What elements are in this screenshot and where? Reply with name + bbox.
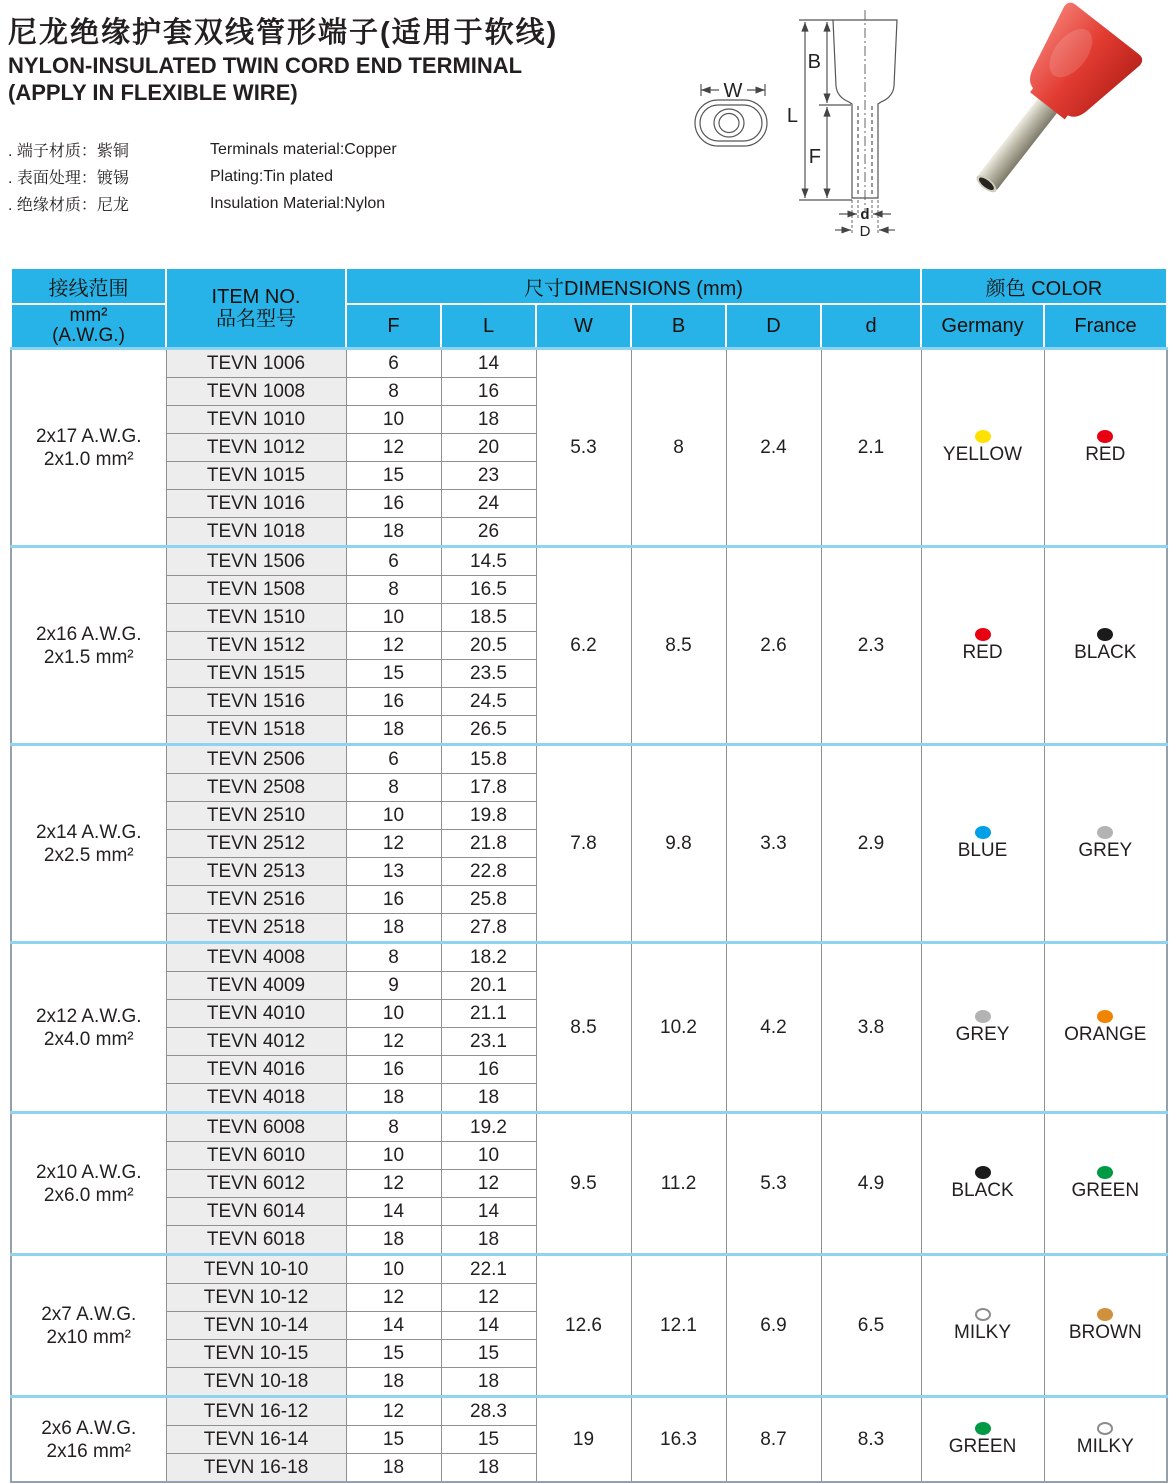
col-header-germany: Germany bbox=[921, 304, 1044, 349]
table-row bbox=[11, 1397, 1167, 1426]
item-no-cell: TEVN 1512 bbox=[166, 632, 346, 660]
germany-color-label: GREEN bbox=[948, 1436, 1017, 1457]
table-row bbox=[11, 547, 1167, 576]
diagram-label-d-small: d bbox=[860, 206, 870, 223]
dim-l-cell: 12 bbox=[441, 1284, 536, 1312]
dim-f-cell: 15 bbox=[346, 1340, 441, 1368]
germany-color-cell bbox=[921, 943, 1044, 1113]
dim-l-cell: 18 bbox=[441, 1226, 536, 1255]
col-header-l: L bbox=[441, 304, 536, 349]
table-row bbox=[11, 349, 1167, 378]
item-no-cell: TEVN 1506 bbox=[166, 547, 346, 576]
wire-range-awg: 2x10 A.W.G. bbox=[35, 1161, 142, 1183]
table-head bbox=[11, 268, 1167, 349]
dim-f-cell: 12 bbox=[346, 1397, 441, 1426]
dim-l-cell: 21.1 bbox=[441, 1000, 536, 1028]
col-header-b: B bbox=[631, 304, 726, 349]
item-no-cell: TEVN 2516 bbox=[166, 886, 346, 914]
dim-l-cell: 15 bbox=[441, 1426, 536, 1454]
dim-l-cell: 20 bbox=[441, 434, 536, 462]
dim-f-cell: 8 bbox=[346, 774, 441, 802]
item-no-cell: TEVN 10-14 bbox=[166, 1312, 346, 1340]
france-color-cell bbox=[1044, 1255, 1167, 1397]
item-no-cell: TEVN 16-18 bbox=[166, 1454, 346, 1483]
dim-d-cell: 2.9 bbox=[821, 745, 921, 943]
france-color-label: MILKY bbox=[1076, 1436, 1134, 1457]
dim-f-cell: 6 bbox=[346, 745, 441, 774]
dim-f-cell: 18 bbox=[346, 1454, 441, 1483]
wire-range-cell bbox=[11, 349, 166, 547]
dim-l-cell: 28.3 bbox=[441, 1397, 536, 1426]
item-no-cell: TEVN 2506 bbox=[166, 745, 346, 774]
wire-range-cell bbox=[11, 1397, 166, 1483]
dim-l-cell: 16 bbox=[441, 378, 536, 406]
germany-color-dot bbox=[975, 1422, 991, 1435]
dim-D-cell: 6.9 bbox=[726, 1255, 821, 1397]
wire-range-cell bbox=[11, 943, 166, 1113]
item-no-cell: TEVN 1012 bbox=[166, 434, 346, 462]
item-no-cell: TEVN 10-15 bbox=[166, 1340, 346, 1368]
page-title-en bbox=[8, 52, 522, 106]
col-header-item-no-zh: 品名型号 bbox=[216, 308, 296, 330]
page-title-en-line2: (APPLY IN FLEXIBLE WIRE) bbox=[8, 80, 298, 105]
item-no-cell: TEVN 1510 bbox=[166, 604, 346, 632]
dim-d-cell: 3.8 bbox=[821, 943, 921, 1113]
dim-l-cell: 25.8 bbox=[441, 886, 536, 914]
france-color-label: GREEN bbox=[1071, 1180, 1140, 1201]
wire-range-mm2: 2x10 mm² bbox=[46, 1326, 131, 1348]
item-no-cell: TEVN 10-12 bbox=[166, 1284, 346, 1312]
dim-f-cell: 18 bbox=[346, 1368, 441, 1397]
col-header-item-no-en: ITEM NO. bbox=[211, 286, 301, 308]
spec-insulation-en: Insulation Material:Nylon bbox=[210, 194, 386, 212]
spec-plating-zh: . 表面处理：镀锡 bbox=[8, 170, 129, 187]
item-no-cell: TEVN 4018 bbox=[166, 1084, 346, 1113]
germany-color-dot bbox=[975, 1166, 991, 1179]
france-color-dot bbox=[1097, 1422, 1113, 1435]
germany-color-label: YELLOW bbox=[942, 444, 1023, 465]
dim-d-cell: 2.1 bbox=[821, 349, 921, 547]
item-no-cell: TEVN 4010 bbox=[166, 1000, 346, 1028]
item-no-cell: TEVN 2510 bbox=[166, 802, 346, 830]
diagram-label-w: W bbox=[723, 80, 743, 102]
dim-f-cell: 10 bbox=[346, 406, 441, 434]
wire-range-cell bbox=[11, 745, 166, 943]
dim-D-cell: 5.3 bbox=[726, 1113, 821, 1255]
col-header-wire-range-unit bbox=[11, 304, 166, 349]
dim-f-cell: 10 bbox=[346, 604, 441, 632]
spec-terminal-material-en: Terminals material:Copper bbox=[210, 140, 397, 158]
dim-f-cell: 12 bbox=[346, 632, 441, 660]
page-title-en-line1: NYLON-INSULATED TWIN CORD END TERMINAL bbox=[8, 53, 523, 78]
table-row bbox=[11, 943, 1167, 972]
dim-f-cell: 10 bbox=[346, 1000, 441, 1028]
dim-d-cell: 2.3 bbox=[821, 547, 921, 745]
dim-f-cell: 18 bbox=[346, 914, 441, 943]
col-header-range-mm2: mm² bbox=[69, 305, 108, 326]
spec-terminal-material-zh: . 端子材质：紫铜 bbox=[8, 143, 129, 160]
dim-l-cell: 23 bbox=[441, 462, 536, 490]
dim-l-cell: 10 bbox=[441, 1142, 536, 1170]
table-body bbox=[11, 349, 1167, 1483]
spec-row bbox=[8, 163, 397, 190]
dimension-diagram bbox=[655, 0, 945, 250]
wire-range-awg: 2x14 A.W.G. bbox=[35, 821, 142, 843]
dim-l-cell: 22.8 bbox=[441, 858, 536, 886]
dim-f-cell: 18 bbox=[346, 1226, 441, 1255]
dim-l-cell: 12 bbox=[441, 1170, 536, 1198]
dim-l-cell: 16.5 bbox=[441, 576, 536, 604]
dim-f-cell: 6 bbox=[346, 349, 441, 378]
table-row bbox=[11, 1255, 1167, 1284]
germany-color-label: GREY bbox=[955, 1024, 1010, 1045]
dim-D-cell: 2.6 bbox=[726, 547, 821, 745]
item-no-cell: TEVN 2513 bbox=[166, 858, 346, 886]
dim-f-cell: 14 bbox=[346, 1312, 441, 1340]
germany-color-cell bbox=[921, 1255, 1044, 1397]
item-no-cell: TEVN 1010 bbox=[166, 406, 346, 434]
france-color-label: RED bbox=[1085, 444, 1126, 465]
col-header-D: D bbox=[726, 304, 821, 349]
dim-D-cell: 4.2 bbox=[726, 943, 821, 1113]
dim-f-cell: 10 bbox=[346, 1255, 441, 1284]
germany-color-dot bbox=[975, 826, 991, 839]
item-no-cell: TEVN 1018 bbox=[166, 518, 346, 547]
france-color-dot bbox=[1097, 1166, 1113, 1179]
dim-f-cell: 9 bbox=[346, 972, 441, 1000]
spec-table bbox=[10, 267, 1168, 1483]
item-no-cell: TEVN 1006 bbox=[166, 349, 346, 378]
dim-f-cell: 12 bbox=[346, 1170, 441, 1198]
dim-l-cell: 18 bbox=[441, 406, 536, 434]
germany-color-cell bbox=[921, 349, 1044, 547]
germany-color-label: MILKY bbox=[954, 1322, 1012, 1343]
item-no-cell: TEVN 10-10 bbox=[166, 1255, 346, 1284]
wire-range-cell bbox=[11, 1113, 166, 1255]
dim-w-cell: 5.3 bbox=[536, 349, 631, 547]
item-no-cell: TEVN 6010 bbox=[166, 1142, 346, 1170]
dim-l-cell: 23.5 bbox=[441, 660, 536, 688]
dim-f-cell: 18 bbox=[346, 716, 441, 745]
product-photo bbox=[930, 0, 1176, 245]
item-no-cell: TEVN 6012 bbox=[166, 1170, 346, 1198]
item-no-cell: TEVN 4008 bbox=[166, 943, 346, 972]
dim-l-cell: 22.1 bbox=[441, 1255, 536, 1284]
dim-l-cell: 23.1 bbox=[441, 1028, 536, 1056]
dim-l-cell: 14.5 bbox=[441, 547, 536, 576]
dim-f-cell: 12 bbox=[346, 830, 441, 858]
dim-f-cell: 18 bbox=[346, 518, 441, 547]
item-no-cell: TEVN 6008 bbox=[166, 1113, 346, 1142]
dim-f-cell: 16 bbox=[346, 490, 441, 518]
item-no-cell: TEVN 1015 bbox=[166, 462, 346, 490]
item-no-cell: TEVN 1516 bbox=[166, 688, 346, 716]
dim-l-cell: 18.5 bbox=[441, 604, 536, 632]
dim-f-cell: 10 bbox=[346, 802, 441, 830]
dim-w-cell: 7.8 bbox=[536, 745, 631, 943]
dim-w-cell: 9.5 bbox=[536, 1113, 631, 1255]
dim-f-cell: 12 bbox=[346, 1028, 441, 1056]
dim-b-cell: 8.5 bbox=[631, 547, 726, 745]
diagram-label-d-cap: D bbox=[859, 223, 871, 240]
france-color-dot bbox=[1097, 1010, 1113, 1023]
item-no-cell: TEVN 1016 bbox=[166, 490, 346, 518]
dim-f-cell: 15 bbox=[346, 462, 441, 490]
dim-l-cell: 18 bbox=[441, 1084, 536, 1113]
wire-range-mm2: 2x4.0 mm² bbox=[43, 1028, 134, 1050]
france-color-label: ORANGE bbox=[1064, 1024, 1147, 1045]
item-no-cell: TEVN 1518 bbox=[166, 716, 346, 745]
spec-insulation-zh: . 绝缘材质：尼龙 bbox=[8, 197, 129, 214]
france-color-label: GREY bbox=[1078, 840, 1133, 861]
dim-d-cell: 6.5 bbox=[821, 1255, 921, 1397]
dim-f-cell: 16 bbox=[346, 886, 441, 914]
france-color-cell bbox=[1044, 547, 1167, 745]
dim-f-cell: 13 bbox=[346, 858, 441, 886]
col-header-wire-range: 接线范围 bbox=[11, 268, 166, 304]
item-no-cell: TEVN 2518 bbox=[166, 914, 346, 943]
france-color-cell bbox=[1044, 349, 1167, 547]
france-color-cell bbox=[1044, 1113, 1167, 1255]
wire-range-awg: 2x7 A.W.G. bbox=[41, 1303, 137, 1325]
wire-range-awg: 2x12 A.W.G. bbox=[35, 1005, 142, 1027]
germany-color-dot bbox=[975, 1308, 991, 1321]
dim-b-cell: 12.1 bbox=[631, 1255, 726, 1397]
wire-range-awg: 2x17 A.W.G. bbox=[35, 425, 142, 447]
dim-w-cell: 6.2 bbox=[536, 547, 631, 745]
item-no-cell: TEVN 4009 bbox=[166, 972, 346, 1000]
wire-range-mm2: 2x16 mm² bbox=[46, 1440, 131, 1462]
france-color-dot bbox=[1097, 826, 1113, 839]
dim-w-cell: 12.6 bbox=[536, 1255, 631, 1397]
dim-l-cell: 19.2 bbox=[441, 1113, 536, 1142]
item-no-cell: TEVN 2508 bbox=[166, 774, 346, 802]
germany-color-label: RED bbox=[962, 642, 1003, 663]
wire-range-mm2: 2x2.5 mm² bbox=[43, 844, 134, 866]
dim-l-cell: 15.8 bbox=[441, 745, 536, 774]
col-header-range-awg: (A.W.G.) bbox=[52, 325, 125, 346]
dim-l-cell: 14 bbox=[441, 1312, 536, 1340]
germany-color-dot bbox=[975, 430, 991, 443]
dim-d-cell: 8.3 bbox=[821, 1397, 921, 1483]
spec-row bbox=[8, 190, 397, 217]
item-no-cell: TEVN 1508 bbox=[166, 576, 346, 604]
item-no-cell: TEVN 6014 bbox=[166, 1198, 346, 1226]
col-header-france: France bbox=[1044, 304, 1167, 349]
wire-range-awg: 2x16 A.W.G. bbox=[35, 623, 142, 645]
item-no-cell: TEVN 4012 bbox=[166, 1028, 346, 1056]
item-no-cell: TEVN 16-14 bbox=[166, 1426, 346, 1454]
dim-l-cell: 26 bbox=[441, 518, 536, 547]
dim-f-cell: 16 bbox=[346, 1056, 441, 1084]
france-color-label: BLACK bbox=[1074, 642, 1137, 663]
col-header-dimensions: 尺寸DIMENSIONS (mm) bbox=[346, 268, 921, 304]
item-no-cell: TEVN 16-12 bbox=[166, 1397, 346, 1426]
spec-row bbox=[8, 136, 397, 163]
dim-l-cell: 18.2 bbox=[441, 943, 536, 972]
dim-l-cell: 20.1 bbox=[441, 972, 536, 1000]
wire-range-mm2: 2x6.0 mm² bbox=[43, 1184, 134, 1206]
france-color-cell bbox=[1044, 745, 1167, 943]
france-color-dot bbox=[1097, 1308, 1113, 1321]
dim-l-cell: 14 bbox=[441, 349, 536, 378]
dim-D-cell: 3.3 bbox=[726, 745, 821, 943]
dim-f-cell: 15 bbox=[346, 660, 441, 688]
dim-l-cell: 21.8 bbox=[441, 830, 536, 858]
dim-D-cell: 2.4 bbox=[726, 349, 821, 547]
wire-range-mm2: 2x1.0 mm² bbox=[43, 448, 134, 470]
dim-w-cell: 8.5 bbox=[536, 943, 631, 1113]
table-row bbox=[11, 745, 1167, 774]
item-no-cell: TEVN 2512 bbox=[166, 830, 346, 858]
germany-color-dot bbox=[975, 628, 991, 641]
col-header-color: 颜色 COLOR bbox=[921, 268, 1167, 304]
dim-f-cell: 10 bbox=[346, 1142, 441, 1170]
germany-color-cell bbox=[921, 745, 1044, 943]
item-no-cell: TEVN 4016 bbox=[166, 1056, 346, 1084]
col-header-item-no bbox=[166, 268, 346, 349]
wire-range-cell bbox=[11, 547, 166, 745]
dim-b-cell: 11.2 bbox=[631, 1113, 726, 1255]
dim-l-cell: 20.5 bbox=[441, 632, 536, 660]
france-color-cell bbox=[1044, 943, 1167, 1113]
item-no-cell: TEVN 10-18 bbox=[166, 1368, 346, 1397]
dim-b-cell: 10.2 bbox=[631, 943, 726, 1113]
dim-l-cell: 17.8 bbox=[441, 774, 536, 802]
dim-f-cell: 8 bbox=[346, 1113, 441, 1142]
dim-l-cell: 24.5 bbox=[441, 688, 536, 716]
diagram-label-b: B bbox=[807, 51, 821, 73]
col-header-w: W bbox=[536, 304, 631, 349]
dim-f-cell: 8 bbox=[346, 943, 441, 972]
dim-l-cell: 19.8 bbox=[441, 802, 536, 830]
dim-f-cell: 16 bbox=[346, 688, 441, 716]
page-title-zh: 尼龙绝缘护套双线管形端子(适用于软线) bbox=[8, 17, 559, 49]
item-no-cell: TEVN 1515 bbox=[166, 660, 346, 688]
germany-color-label: BLACK bbox=[951, 1180, 1014, 1201]
dim-f-cell: 6 bbox=[346, 547, 441, 576]
item-no-cell: TEVN 1008 bbox=[166, 378, 346, 406]
dim-l-cell: 15 bbox=[441, 1340, 536, 1368]
germany-color-cell bbox=[921, 547, 1044, 745]
dim-l-cell: 14 bbox=[441, 1198, 536, 1226]
dim-b-cell: 8 bbox=[631, 349, 726, 547]
dim-f-cell: 12 bbox=[346, 1284, 441, 1312]
germany-color-dot bbox=[975, 1010, 991, 1023]
wire-range-mm2: 2x1.5 mm² bbox=[43, 646, 134, 668]
dim-f-cell: 8 bbox=[346, 576, 441, 604]
col-header-f: F bbox=[346, 304, 441, 349]
dim-f-cell: 14 bbox=[346, 1198, 441, 1226]
dim-l-cell: 27.8 bbox=[441, 914, 536, 943]
france-color-dot bbox=[1097, 628, 1113, 641]
table-row bbox=[11, 1113, 1167, 1142]
dim-f-cell: 12 bbox=[346, 434, 441, 462]
germany-color-label: BLUE bbox=[957, 840, 1008, 861]
dim-l-cell: 18 bbox=[441, 1368, 536, 1397]
material-specs bbox=[8, 136, 397, 217]
dim-d-cell: 4.9 bbox=[821, 1113, 921, 1255]
dim-f-cell: 8 bbox=[346, 378, 441, 406]
france-color-label: BROWN bbox=[1068, 1322, 1142, 1343]
wire-range-cell bbox=[11, 1255, 166, 1397]
dim-l-cell: 18 bbox=[441, 1454, 536, 1483]
item-no-cell: TEVN 6018 bbox=[166, 1226, 346, 1255]
col-header-d: d bbox=[821, 304, 921, 349]
dim-b-cell: 9.8 bbox=[631, 745, 726, 943]
dim-f-cell: 15 bbox=[346, 1426, 441, 1454]
wire-range-awg: 2x6 A.W.G. bbox=[41, 1417, 137, 1439]
dim-l-cell: 26.5 bbox=[441, 716, 536, 745]
dim-D-cell: 8.7 bbox=[726, 1397, 821, 1483]
dim-l-cell: 16 bbox=[441, 1056, 536, 1084]
dim-l-cell: 24 bbox=[441, 490, 536, 518]
germany-color-cell bbox=[921, 1113, 1044, 1255]
france-color-dot bbox=[1097, 430, 1113, 443]
dim-b-cell: 16.3 bbox=[631, 1397, 726, 1483]
dim-f-cell: 18 bbox=[346, 1084, 441, 1113]
germany-color-cell bbox=[921, 1397, 1044, 1483]
diagram-label-f: F bbox=[808, 146, 821, 168]
france-color-cell bbox=[1044, 1397, 1167, 1483]
dim-w-cell: 19 bbox=[536, 1397, 631, 1483]
diagram-label-l: L bbox=[786, 105, 798, 127]
spec-plating-en: Plating:Tin plated bbox=[210, 167, 334, 185]
